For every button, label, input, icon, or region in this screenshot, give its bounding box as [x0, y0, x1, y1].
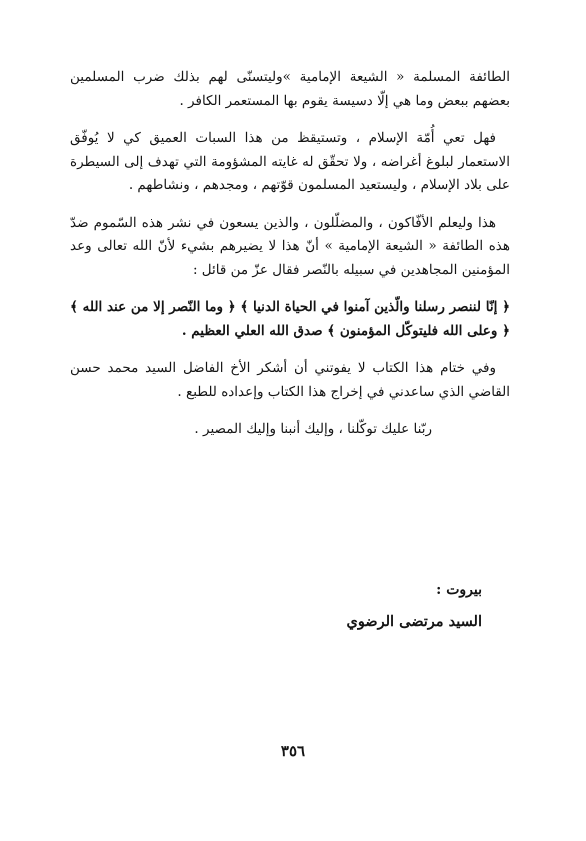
paragraph-awakening-call: فهل تعي أُمّة الإسلام ، وتستيقظ من هذا السبات العميق كي لا يُوفّق الاستعمار لبلوغ أغراضه ، ولا تحقّق له غايته المشؤومة التي تهدف إلى السيطرة على بلاد الإسلام ، وليستعيد المسلمون قوّتهم ، ومجدهم ، ونشاطهم . — [70, 130, 510, 193]
paragraph-intro-continuation: الطائفة المسلمة « الشيعة الإمامية »وليتسنّى لهم بذلك ضرب المسلمين بعضهم ببعض وما هي إلّا دسيسة يقوم بها المستعمر الكافر . — [70, 69, 510, 109]
page-body — [70, 66, 510, 442]
paragraph-quranic-verses: ﴿ إنّا لننصر رسلنا والّذين آمنوا في الحياة الدنيا ﴾ ﴿ وما النّصر إلا من عند الله ﴾ ﴿ وعلى الله فليتوكّل المؤمنون ﴾ صدق الله العلي العظيم . — [70, 299, 510, 339]
page-number: ٣٥٦ — [280, 742, 306, 760]
signature-block — [70, 578, 482, 634]
closing-prayer: ربّنا عليك توكّلنا ، وإليك أنبنا وإليك المصير . — [194, 421, 432, 437]
paragraph-warning: هذا وليعلم الأفّاكون ، والمضلّلون ، والذين يسعون في نشر هذه السّموم ضدّ هذه الطائفة « الشيعة الإمامية » أنّ هذا لا يضيرهم بشيء لأنّ الله تعالى وعد المؤمنين المجاهدين في سبيله بالنّصر فقال عزّ من قائل : — [70, 214, 510, 278]
signature-name: السيد مرتضى الرضوي — [346, 613, 482, 630]
signature-place: بيروت : — [436, 582, 482, 598]
paragraph-acknowledgement: وفي ختام هذا الكتاب لا يفوتني أن أشكر الأخ الفاضل السيد محمد حسن القاضي الذي ساعدني في إخراج هذا الكتاب وإعداده للطبع . — [70, 360, 510, 400]
